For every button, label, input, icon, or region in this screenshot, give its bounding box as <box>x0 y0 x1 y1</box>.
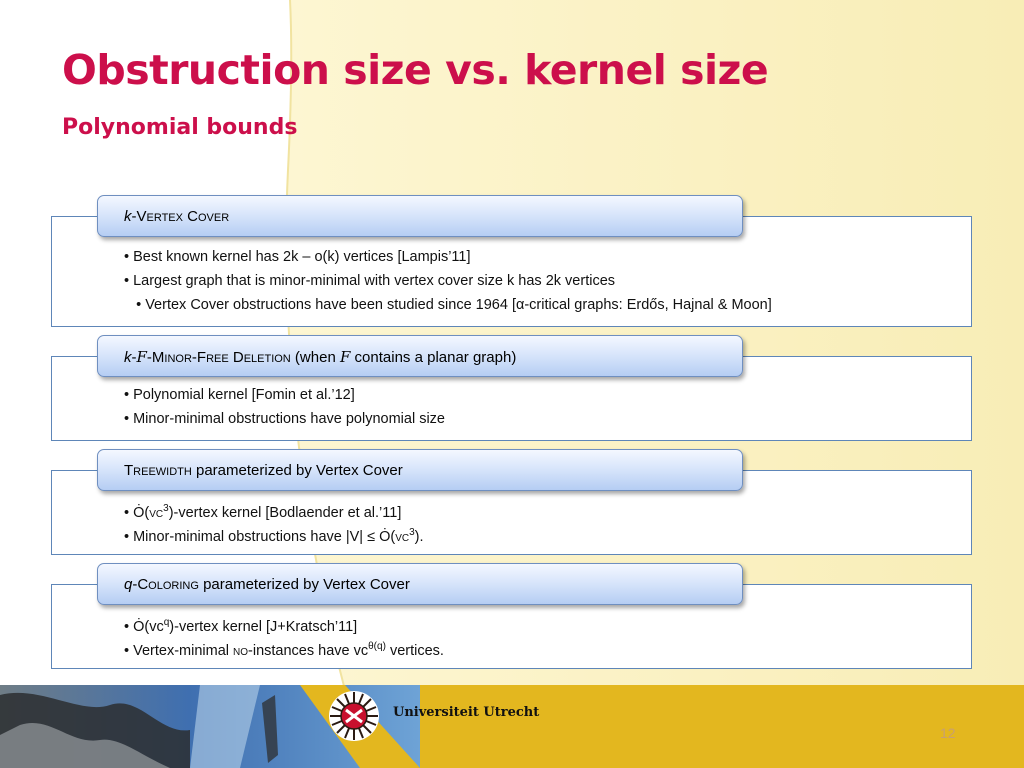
utrecht-university-sun-seal-icon <box>328 690 380 742</box>
section-header-vertex-cover <box>97 195 743 237</box>
section-header-minor-free-deletion <box>97 335 743 377</box>
bullet: • Largest graph that is minor-minimal with vertex cover size k has 2k vertices <box>124 273 616 289</box>
footer-bar <box>0 685 1024 768</box>
bullet: • $Ȯ(vc^q)$-vertex kernel [J+Kratsch’11] <box>124 617 358 635</box>
section-header-label: k-F-Minor-Free Deletion (when F contains a planar graph) <box>124 348 517 366</box>
section-header-coloring <box>97 563 743 605</box>
section-body <box>124 245 772 317</box>
section-header-label: k-Vertex Cover <box>124 208 230 225</box>
section-body <box>124 497 424 545</box>
bullet: • $Ȯ(vc^3)$-vertex kernel [Bodlaender et al.’11] <box>124 503 402 521</box>
bullet: • Best known kernel has 2k – o(k) vertices [Lampis’11] <box>124 249 471 265</box>
section-header-treewidth <box>97 449 743 491</box>
section-body <box>124 383 445 431</box>
page-subtitle: Polynomial bounds <box>62 115 298 140</box>
section-body <box>124 611 444 659</box>
bullet: • Vertex Cover obstructions have been studied since 1964 [α-critical graphs: Erdős, Hajnal & Moon] <box>124 297 772 313</box>
university-name: Universiteit Utrecht <box>393 705 540 720</box>
bullet: • Minor-minimal obstructions have $|V| \le Ȯ(vc^3)$. <box>124 527 424 545</box>
bullet: • Minor-minimal obstructions have polynomial size <box>124 411 445 427</box>
bullet: • Vertex-minimal no-instances have $vc^{\theta(q)}$ vertices. <box>124 641 444 659</box>
section-header-label: q-Coloring parameterized by Vertex Cover <box>124 576 410 593</box>
bullet: • Polynomial kernel [Fomin et al.’12] <box>124 387 355 403</box>
section-header-label: Treewidth parameterized by Vertex Cover <box>124 462 403 479</box>
page-title: Obstruction size vs. kernel size <box>62 46 769 94</box>
page-number: 12 <box>940 725 956 741</box>
